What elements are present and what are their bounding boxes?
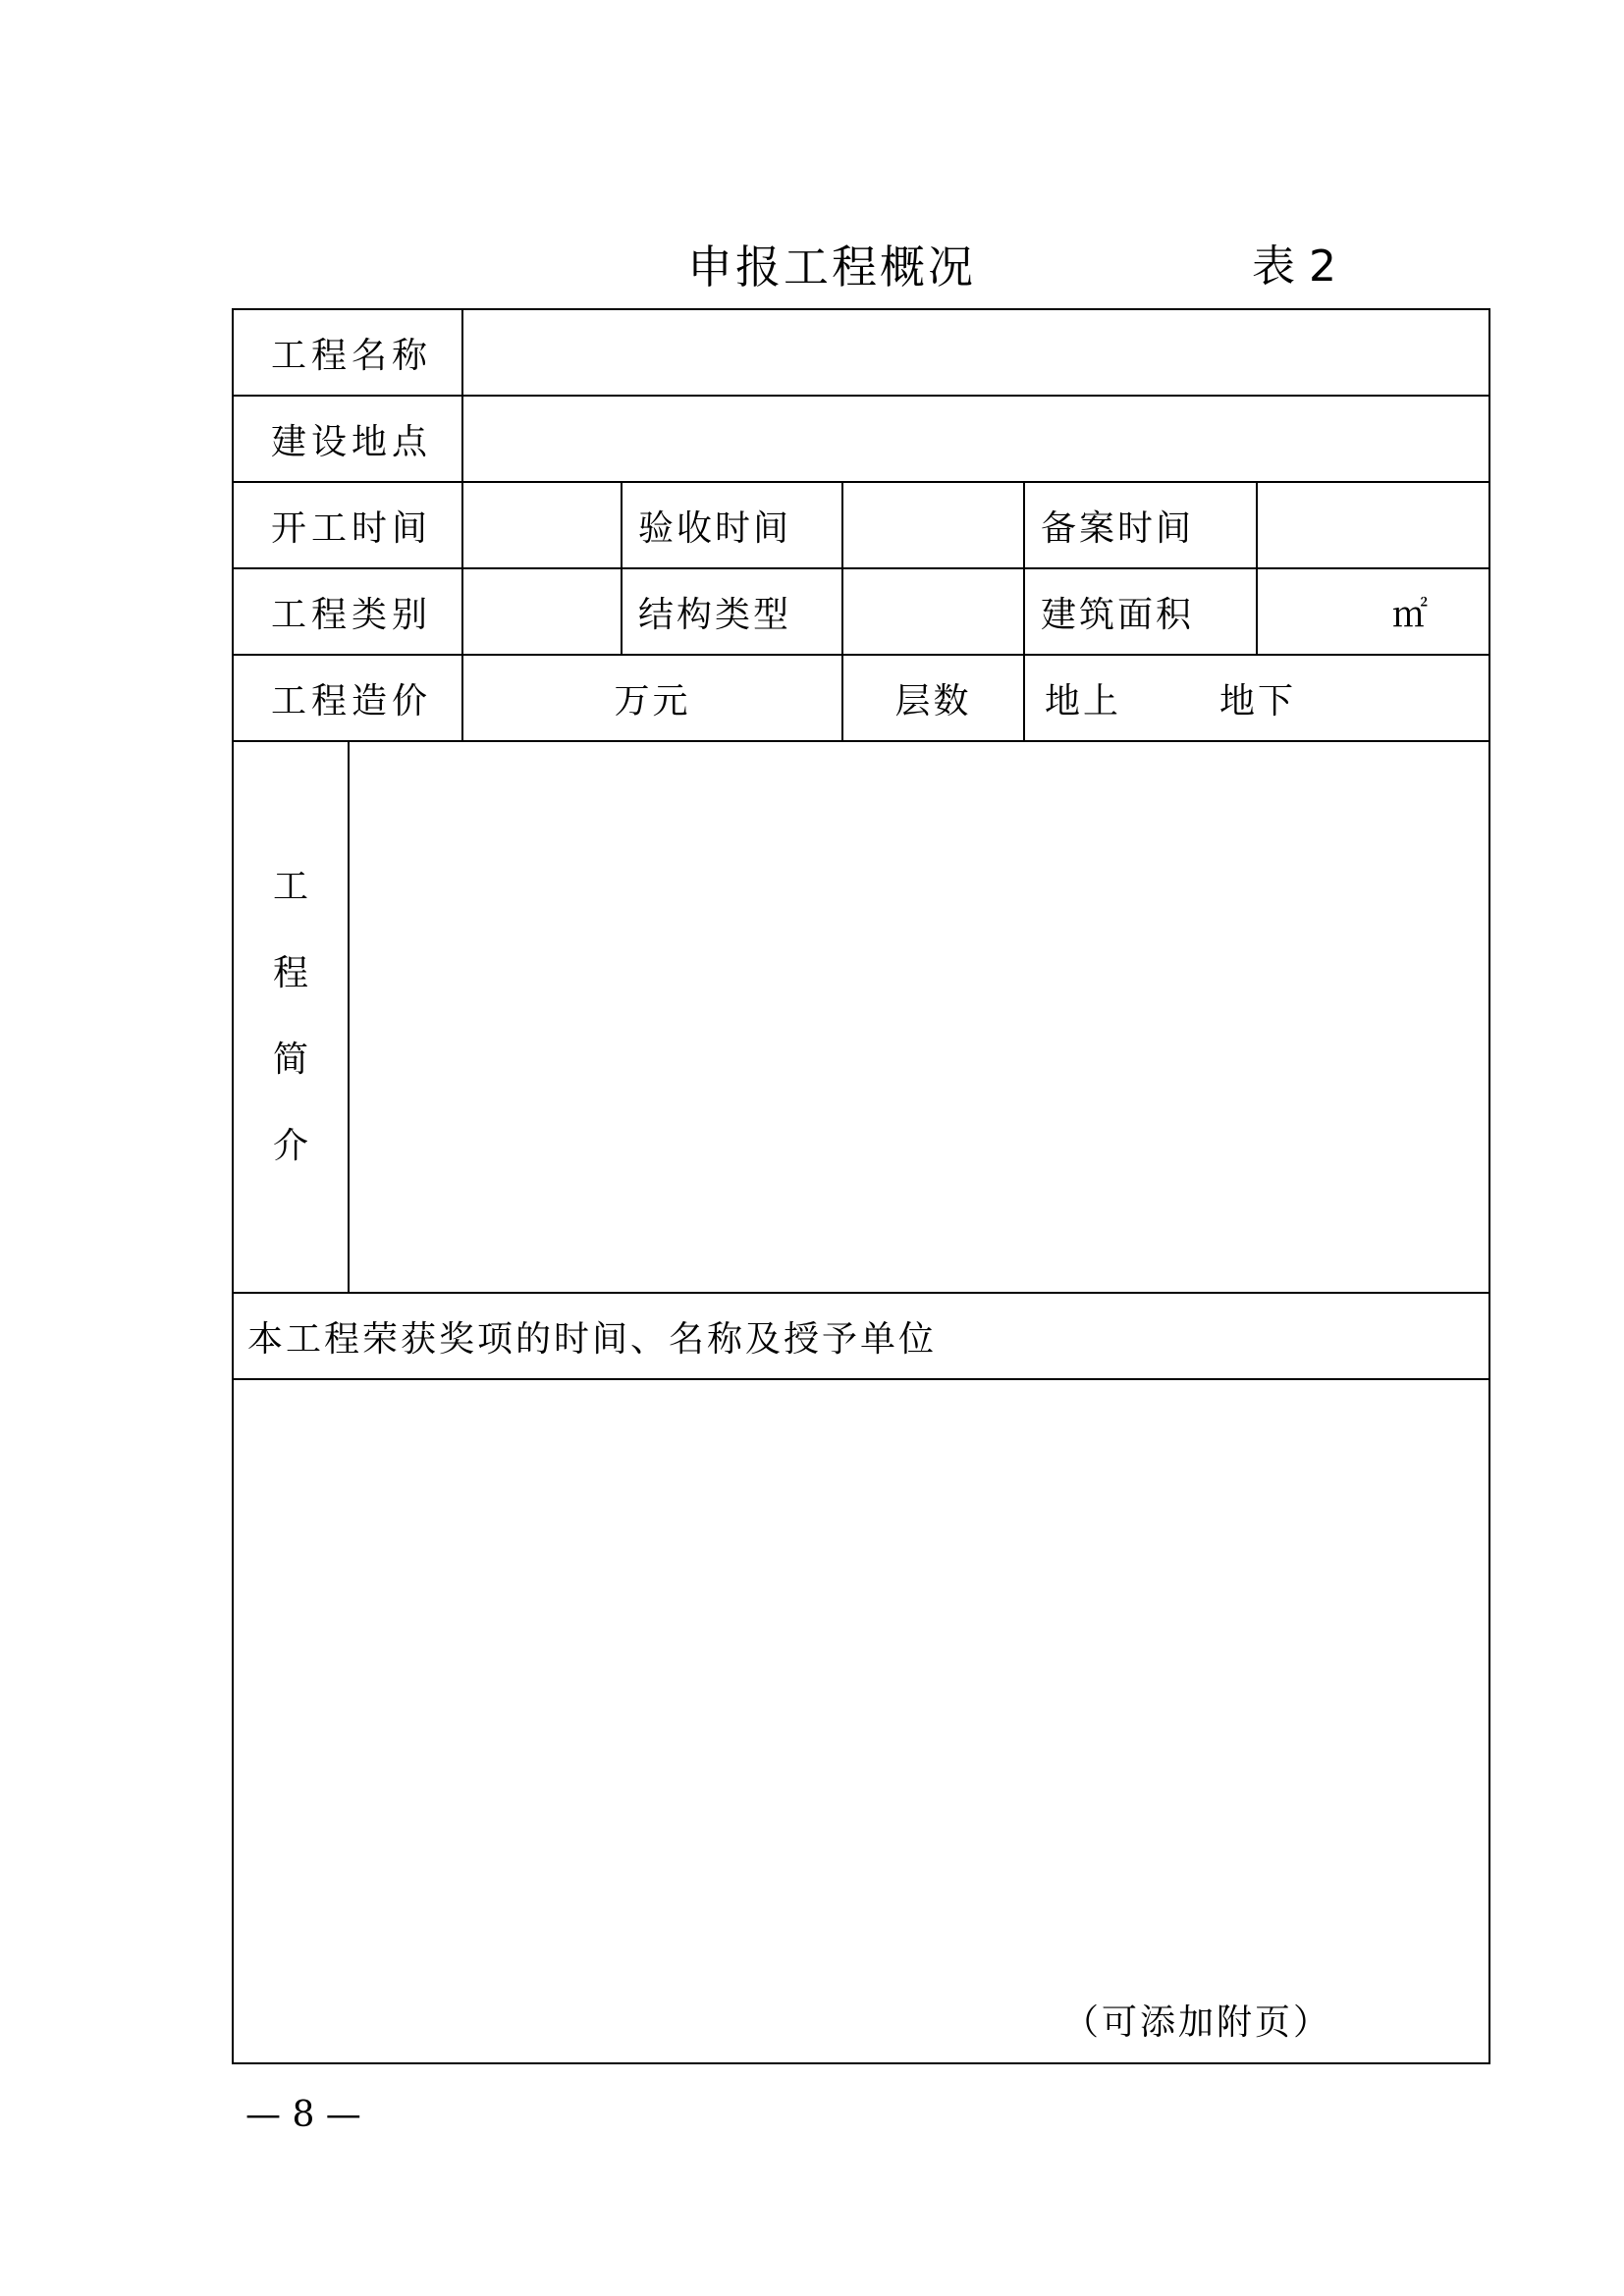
record-time-field[interactable] xyxy=(1257,482,1489,568)
page-number: — 8 — xyxy=(245,2095,361,2135)
record-time-label: 备案时间 xyxy=(1024,482,1257,568)
project-overview-form xyxy=(232,308,1490,2064)
above-ground-label: 地上 xyxy=(1045,680,1122,721)
building-area-field[interactable] xyxy=(1257,568,1489,655)
acceptance-time-field[interactable] xyxy=(842,482,1024,568)
area-unit: ㎡ xyxy=(1392,594,1429,635)
building-area-label: 建筑面积 xyxy=(1024,568,1257,655)
build-location-label: 建设地点 xyxy=(233,396,462,482)
awards-label: 本工程荣获奖项的时间、名称及授予单位 xyxy=(233,1293,1489,1379)
structure-type-field[interactable] xyxy=(842,568,1024,655)
below-ground-label: 地下 xyxy=(1219,680,1297,721)
project-intro-label xyxy=(233,741,349,1293)
awards-field[interactable] xyxy=(233,1379,1489,2063)
floors-field[interactable] xyxy=(1024,655,1489,741)
intro-char-4: 介 xyxy=(272,1126,308,1166)
project-name-label: 工程名称 xyxy=(233,309,462,396)
project-cost-label: 工程造价 xyxy=(233,655,462,741)
page-title: 申报工程概况 xyxy=(687,240,976,294)
start-time-field[interactable] xyxy=(462,482,622,568)
floors-label: 层数 xyxy=(842,655,1024,741)
project-category-label: 工程类别 xyxy=(233,568,462,655)
intro-char-1: 工 xyxy=(272,867,308,907)
project-name-field[interactable] xyxy=(462,309,1489,396)
project-category-field[interactable] xyxy=(462,568,622,655)
project-cost-field[interactable] xyxy=(462,655,842,741)
cost-unit: 万元 xyxy=(614,680,691,721)
table-number: 表 2 xyxy=(1252,241,1336,292)
intro-char-2: 程 xyxy=(272,953,308,993)
build-location-field[interactable] xyxy=(462,396,1489,482)
intro-char-3: 简 xyxy=(272,1040,308,1080)
attach-note: （可添加附页） xyxy=(1063,2002,1332,2043)
structure-type-label: 结构类型 xyxy=(622,568,842,655)
acceptance-time-label: 验收时间 xyxy=(622,482,842,568)
project-intro-field[interactable] xyxy=(349,741,1489,1293)
start-time-label: 开工时间 xyxy=(233,482,462,568)
